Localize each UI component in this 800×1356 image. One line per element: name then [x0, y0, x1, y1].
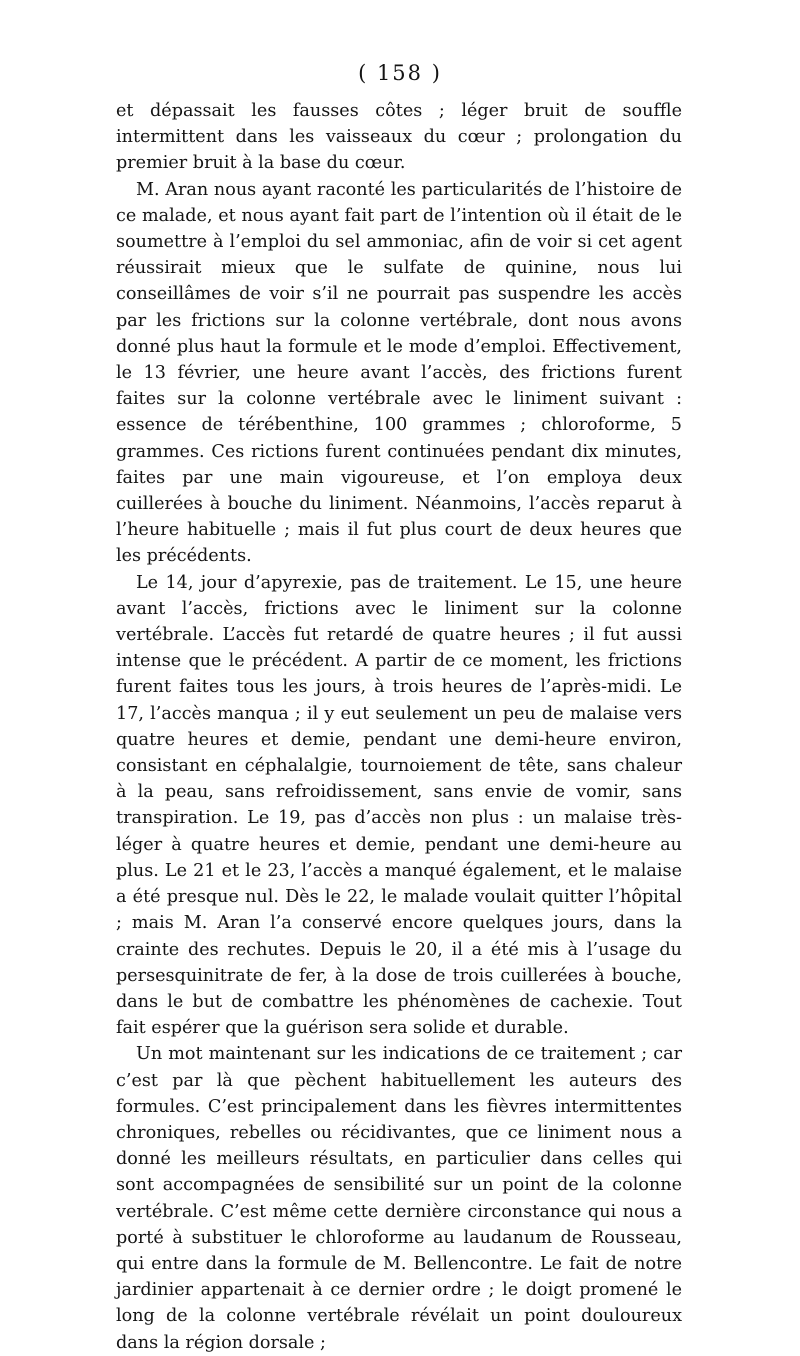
paragraph: Un mot maintenant sur les indications de ce traitement ; car c’est par là que pèchent habituellement les auteurs des formules. C’est principalement dans les fièvres intermittentes chroniques, rebelles ou récidivantes, que ce liniment nous a donné les meilleurs résultats, en particulier dans celles qui sont accompagnées de sensibilité sur un point de la colonne vertébrale. C’est même cette dernière circonstance qui nous a porté à substituer le chloroforme au laudanum de Rousseau, qui entre dans la formule de M. Bellencontre. Le fait de notre jardinier appartenait à ce dernier ordre ; le doigt promené le long de la colonne vertébrale révélait un point douloureux dans la région dorsale ; — [116, 1044, 682, 1353]
paragraph: Le 14, jour d’apyrexie, pas de traitement. Le 15, une heure avant l’accès, frictions avec le liniment sur la colonne vertébrale. L’accès fut retardé de quatre heures ; il fut aussi intense que le précédent. A partir de ce moment, les frictions furent faites tous les jours, à trois heures de l’après-midi. Le 17, l’accès manqua ; il y eut seulement un peu de malaise vers quatre heures et demie, pendant une demi-heure environ, consistant en céphalalgie, tournoiement de tête, sans chaleur à la peau, sans refroidissement, sans envie de vomir, sans transpiration. Le 19, pas d’accès non plus : un malaise très-léger à quatre heures et demie, pendant une demi-heure au plus. Le 21 et le 23, l’accès a manqué également, et le malaise a été presque nul. Dès le 22, le malade voulait quitter l’hôpital ; mais M. Aran l’a conservé encore quelques jours, dans la crainte des rechutes. Depuis le 20, il a été mis à l’usage du persesquinitrate de fer, à la dose de trois cuillerées à bouche, dans le but de combattre les phénomènes de cachexie. Tout fait espérer que la guérison sera solide et durable. — [116, 572, 682, 1039]
body-text — [116, 98, 682, 1356]
paragraph-continuation: et dépassait les fausses côtes ; léger bruit de souffle intermittent dans les vaisseaux du cœur ; prolongation du premier bruit à la base du cœur. — [116, 101, 682, 174]
paragraph: M. Aran nous ayant raconté les particularités de l’histoire de ce malade, et nous ayant fait part de l’intention où il était de le soumettre à l’emploi du sel ammoniac, afin de voir si cet agent réussirait mieux que le sulfate de quinine, nous lui conseillâmes de voir s’il ne pourrait pas suspendre les accès par les frictions sur la colonne vertébrale, dont nous avons donné plus haut la formule et le mode d’emploi. Effectivement, le 13 février, une heure avant l’accès, des frictions furent faites sur la colonne vertébrale avec le liniment suivant : essence de térébenthine, 100 grammes ; chloroforme, 5 grammes. Ces rictions furent continuées pendant dix minutes, faites par une main vigoureuse, et l’on employa deux cuillerées à bouche du liniment. Néanmoins, l’accès reparut à l’heure habituelle ; mais il fut plus court de deux heures que les précédents. — [116, 179, 682, 567]
page-number: ( 158 ) — [358, 61, 442, 85]
